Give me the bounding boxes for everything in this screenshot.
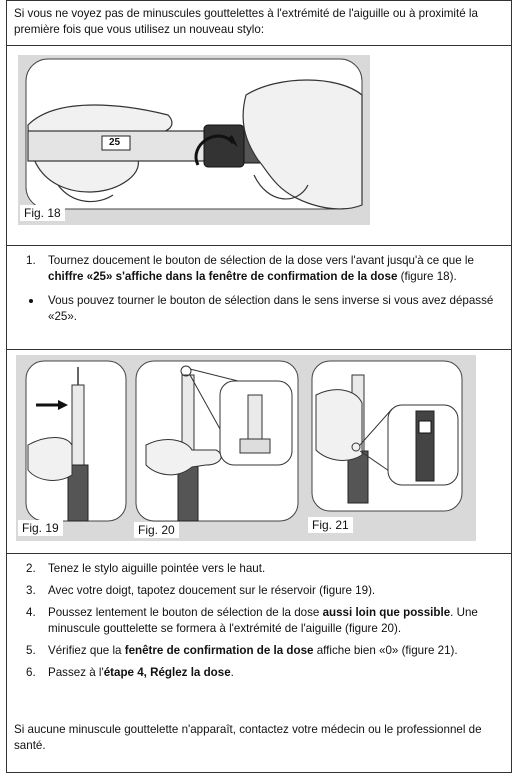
- step-text: Poussez lentement le bouton de sélection de la dose: [48, 606, 323, 619]
- fig19-label: Fig. 19: [18, 520, 63, 536]
- step-text: Vérifiez que la: [48, 644, 125, 657]
- fig18-illustration: [18, 55, 370, 225]
- figures-19-21: [16, 355, 476, 541]
- step-number: 4.: [26, 606, 36, 619]
- fig18-label: Fig. 18: [20, 205, 65, 221]
- step-text-bold: étape 4, Réglez la dose: [103, 666, 231, 679]
- step-text: .: [230, 666, 234, 679]
- bullet-text: Vous pouvez tourner le bouton de sélection dans le sens inverse si vous avez dépassé «25».: [48, 294, 494, 323]
- fig19-21-illustration: [16, 355, 476, 541]
- outro-paragraph: Si aucune minuscule gouttelette n'apparaît, contactez votre médecin ou le professionnel de santé.: [14, 723, 482, 752]
- step-text-bold: fenêtre de confirmation de la dose: [124, 644, 314, 657]
- step-text: Avec votre doigt, tapotez doucement sur le réservoir (figure 19).: [48, 584, 376, 597]
- step-text: . Une minuscule gouttelette se formera à l'extrémité de l'aiguille (figure 20).: [48, 606, 478, 635]
- separator: [6, 45, 512, 46]
- step-1: [14, 253, 506, 285]
- separator: [6, 553, 512, 554]
- step-text-bold: aussi loin que possible: [322, 606, 451, 619]
- figure-18: [18, 55, 370, 225]
- fig21-label: Fig. 21: [308, 517, 353, 533]
- step-text: (figure 18).: [397, 270, 457, 283]
- step-number: 5.: [26, 644, 36, 657]
- bullet-dot: [29, 299, 33, 303]
- step-text: Tenez le stylo aiguille pointée vers le haut.: [48, 562, 266, 575]
- step-3: [14, 583, 506, 599]
- intro-paragraph: Si vous ne voyez pas de minuscules gouttelettes à l'extrémité de l'aiguille ou à proximité la première fois que vous utilisez un nouveau stylo:: [14, 7, 478, 36]
- step-number: 3.: [26, 584, 36, 597]
- step-4: [14, 605, 506, 637]
- bullet-note: [14, 293, 506, 325]
- step-number: 6.: [26, 666, 36, 679]
- fig18-dose-window-value: 25: [109, 137, 121, 148]
- step-2: [14, 561, 506, 577]
- step-number: 1.: [26, 254, 36, 267]
- steps-list-b: [14, 561, 506, 687]
- step-5: [14, 643, 506, 659]
- fig20-label: Fig. 20: [134, 522, 179, 538]
- step-text: affiche bien «0» (figure 21).: [313, 644, 458, 657]
- step-number: 2.: [26, 562, 36, 575]
- separator: [6, 245, 512, 246]
- step-text: Tournez doucement le bouton de sélection de la dose vers l'avant jusqu'à ce que le: [48, 254, 474, 267]
- separator: [6, 349, 512, 350]
- step-text-bold: chiffre «25» s'affiche dans la fenêtre de confirmation de la dose: [48, 270, 398, 283]
- steps-list-a: [14, 253, 506, 331]
- step-text: Passez à l': [48, 666, 104, 679]
- step-6: [14, 665, 506, 681]
